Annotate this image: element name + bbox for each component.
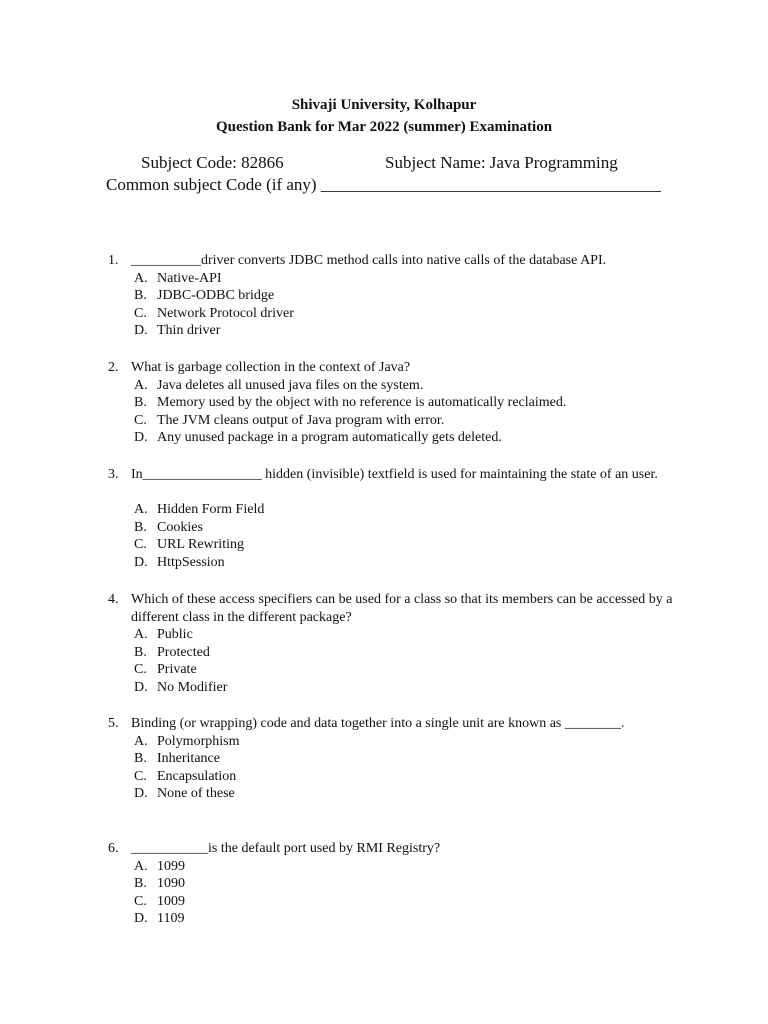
option-text: None of these — [157, 786, 235, 802]
option-letter: C. — [134, 893, 147, 909]
option-letter: D. — [134, 679, 148, 695]
option-text: No Modifier — [157, 679, 228, 695]
option-list — [134, 501, 264, 571]
option-text: Memory used by the object with no reference is automatically reclaimed. — [157, 395, 567, 411]
option-text: Hidden Form Field — [157, 502, 265, 518]
option-list — [134, 733, 239, 803]
option-b — [134, 519, 264, 537]
question-text: __________driver converts JDBC method calls into native calls of the database API. — [131, 253, 607, 268]
option-c — [134, 893, 185, 911]
option-a — [134, 626, 227, 644]
option-b — [134, 394, 566, 412]
question-text: In_________________ hidden (invisible) textfield is used for maintaining the state of an user. — [131, 467, 658, 482]
option-text: Public — [157, 627, 193, 643]
option-text: The JVM cleans output of Java program with error. — [157, 412, 445, 428]
option-letter: D. — [134, 911, 148, 927]
option-c — [134, 661, 227, 679]
option-text: Protected — [157, 644, 210, 660]
option-letter: C. — [134, 537, 147, 553]
option-letter: B. — [134, 644, 147, 660]
option-text: 1099 — [157, 858, 185, 874]
question-number: 2. — [108, 360, 119, 375]
option-letter: A. — [134, 270, 148, 286]
option-list — [134, 377, 566, 447]
option-text: Native-API — [157, 270, 222, 286]
option-text: Cookies — [157, 519, 203, 535]
option-d — [134, 910, 185, 928]
option-letter: B. — [134, 876, 147, 892]
question-number: 1. — [108, 253, 119, 268]
option-b — [134, 287, 294, 305]
option-text: Private — [157, 662, 197, 678]
option-letter: B. — [134, 519, 147, 535]
option-letter: D. — [134, 554, 148, 570]
question-number: 5. — [108, 716, 119, 731]
option-text: 1009 — [157, 893, 185, 909]
subject-name: Subject Name: Java Programming — [385, 153, 618, 172]
option-d — [134, 679, 227, 697]
option-text: Any unused package in a program automatically gets deleted. — [157, 430, 502, 446]
option-b — [134, 644, 227, 662]
subject-code: Subject Code: 82866 — [141, 153, 284, 172]
option-text: JDBC-ODBC bridge — [157, 288, 275, 304]
option-text: 1109 — [157, 911, 185, 927]
option-letter: D. — [134, 323, 148, 339]
option-d — [134, 429, 566, 447]
option-c — [134, 536, 264, 554]
common-subject-code: Common subject Code (if any) ________________________________________ — [106, 175, 661, 194]
option-list — [134, 626, 227, 696]
question-text: ___________is the default port used by RMI Registry? — [131, 841, 441, 856]
option-text: Encapsulation — [157, 768, 237, 784]
option-list — [134, 270, 294, 340]
option-a — [134, 377, 566, 395]
option-text: Java deletes all unused java files on the system. — [157, 377, 424, 393]
option-letter: C. — [134, 768, 147, 784]
option-letter: A. — [134, 377, 148, 393]
option-d — [134, 322, 294, 340]
option-letter: B. — [134, 395, 147, 411]
option-a — [134, 858, 185, 876]
question-number: 6. — [108, 841, 119, 856]
university-title: Shivaji University, Kolhapur — [291, 97, 477, 113]
option-letter: D. — [134, 786, 148, 802]
option-letter: D. — [134, 430, 148, 446]
option-d — [134, 554, 264, 572]
option-text: 1090 — [157, 876, 185, 892]
question-number: 4. — [108, 592, 119, 607]
option-text: URL Rewriting — [157, 537, 244, 553]
option-b — [134, 875, 185, 893]
option-letter: A. — [134, 502, 148, 518]
option-letter: B. — [134, 751, 147, 767]
option-a — [134, 733, 239, 751]
question-text: What is garbage collection in the context of Java? — [131, 360, 411, 375]
option-text: HttpSession — [157, 554, 225, 570]
option-c — [134, 412, 566, 430]
option-letter: C. — [134, 305, 147, 321]
question-text: Binding (or wrapping) code and data together into a single unit are known as ________. — [131, 716, 625, 731]
question-bank-title: Question Bank for Mar 2022 (summer) Examination — [215, 119, 553, 135]
option-d — [134, 785, 239, 803]
option-text: Polymorphism — [157, 733, 240, 749]
option-letter: A. — [134, 858, 148, 874]
option-c — [134, 768, 239, 786]
option-a — [134, 270, 294, 288]
option-b — [134, 750, 239, 768]
option-letter: B. — [134, 288, 147, 304]
option-list — [134, 858, 185, 928]
option-letter: C. — [134, 412, 147, 428]
option-letter: C. — [134, 662, 147, 678]
option-text: Network Protocol driver — [157, 305, 294, 321]
option-c — [134, 305, 294, 323]
option-letter: A. — [134, 627, 148, 643]
question-text: Which of these access specifiers can be used for a class so that its members can be accessed by a different class in the different package? — [131, 592, 673, 625]
option-letter: A. — [134, 733, 148, 749]
option-a — [134, 501, 264, 519]
option-text: Inheritance — [157, 751, 220, 767]
question-number: 3. — [108, 467, 119, 482]
option-text: Thin driver — [157, 323, 221, 339]
